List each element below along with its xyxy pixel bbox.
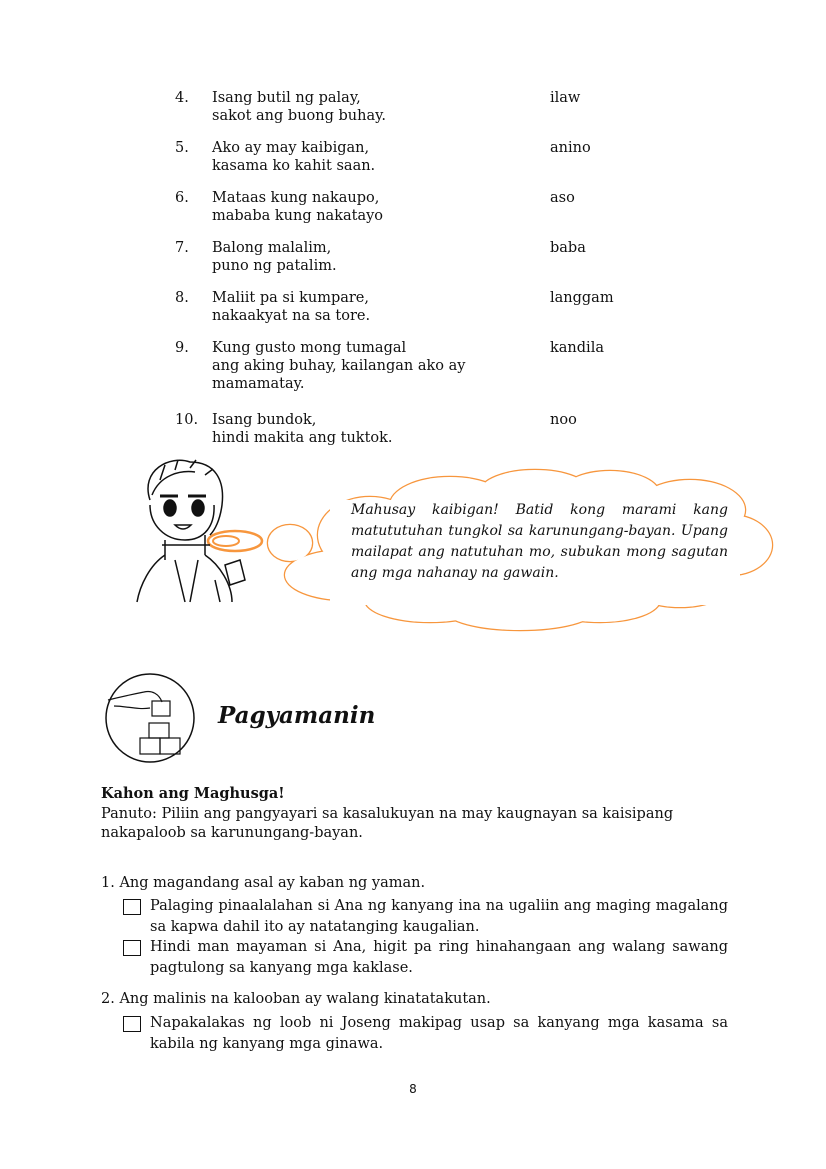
small-bubble (208, 531, 262, 551)
riddle-line: nakaakyat na sa tore. (212, 308, 371, 324)
option-text: Palaging pinaalalahan si Ana ng kanyang ina na ugaliin ang maging magalang sa kapwa dahil ito ay natatanging kaugalian. (150, 898, 728, 935)
riddle-number: 5. (175, 140, 189, 156)
riddle-number: 4. (175, 90, 189, 106)
small-bubble (213, 536, 239, 546)
question-text: 1. Ang magandang asal ay kaban ng yaman. (101, 875, 426, 891)
riddle-line: kasama ko kahit saan. (212, 158, 376, 174)
riddle-answer-choice: langgam (550, 290, 614, 306)
riddle-answer-choice: noo (550, 412, 577, 428)
riddle-line: puno ng patalim. (212, 258, 337, 274)
question-text: 2. Ang malinis na kalooban ay walang kinatatakutan. (101, 991, 491, 1007)
page-number: 8 (409, 1082, 417, 1096)
bubble-text: Mahusay kaibigan! Batid kong marami kang matututuhan tungkol sa karunungang-bayan. Upang mailapat ang natutuhan mo, subukan mong sagutan ang mga nahanay na gawain. (351, 502, 728, 581)
riddle-answer-choice: aso (550, 190, 575, 206)
riddle-number: 7. (175, 240, 189, 256)
option-text: Napakalakas ng loob ni Joseng makipag usap sa kanyang mga kasama sa kabila ng kanyang mga ginawa. (150, 1015, 728, 1052)
riddle-line: Ako ay may kaibigan, (212, 140, 370, 156)
riddle-answer-choice: kandila (550, 340, 604, 356)
riddle-line: mamamatay. (212, 376, 305, 392)
cloud-lobe (268, 525, 312, 561)
riddle-line: Isang butil ng palay, (212, 90, 361, 106)
riddle-number: 10. (175, 412, 199, 428)
riddle-line: Mataas kung nakaupo, (212, 190, 380, 206)
pagyamanin-icon (104, 672, 196, 764)
riddle-number: 6. (175, 190, 189, 206)
riddle-line: Kung gusto mong tumagal (212, 340, 407, 356)
checkbox[interactable] (123, 899, 141, 915)
checkbox[interactable] (123, 1016, 141, 1032)
section-title: Pagyamanin (218, 702, 376, 729)
riddle-line: Maliit pa si kumpare, (212, 290, 369, 306)
riddle-answer-choice: ilaw (550, 90, 581, 106)
riddle-answer-choice: anino (550, 140, 591, 156)
checkbox[interactable] (123, 940, 141, 956)
answer-option (123, 896, 728, 938)
option-text: Hindi man mayaman si Ana, higit pa ring hinahangaan ang walang sawang pagtulong sa kanyang mga kaklase. (150, 939, 728, 976)
riddle-number: 9. (175, 340, 189, 356)
riddle-line: mababa kung nakatayo (212, 208, 384, 224)
activity-title: Kahon ang Maghusga! (101, 785, 285, 802)
riddle-line: ang aking buhay, kailangan ako ay (212, 358, 466, 374)
instructions: Panuto: Piliin ang pangyayari sa kasalukuyan na may kaugnayan sa kaisipang nakapaloob sa karunungang-bayan. (101, 806, 674, 841)
riddle-number: 8. (175, 290, 189, 306)
riddle-answer-choice: baba (550, 240, 586, 256)
answer-option (123, 937, 728, 979)
riddle-line: sakot ang buong buhay. (212, 108, 386, 124)
riddle-line: Isang bundok, (212, 412, 317, 428)
riddle-line: Balong malalim, (212, 240, 332, 256)
riddle-line: hindi makita ang tuktok. (212, 430, 393, 446)
answer-option (123, 1013, 728, 1055)
